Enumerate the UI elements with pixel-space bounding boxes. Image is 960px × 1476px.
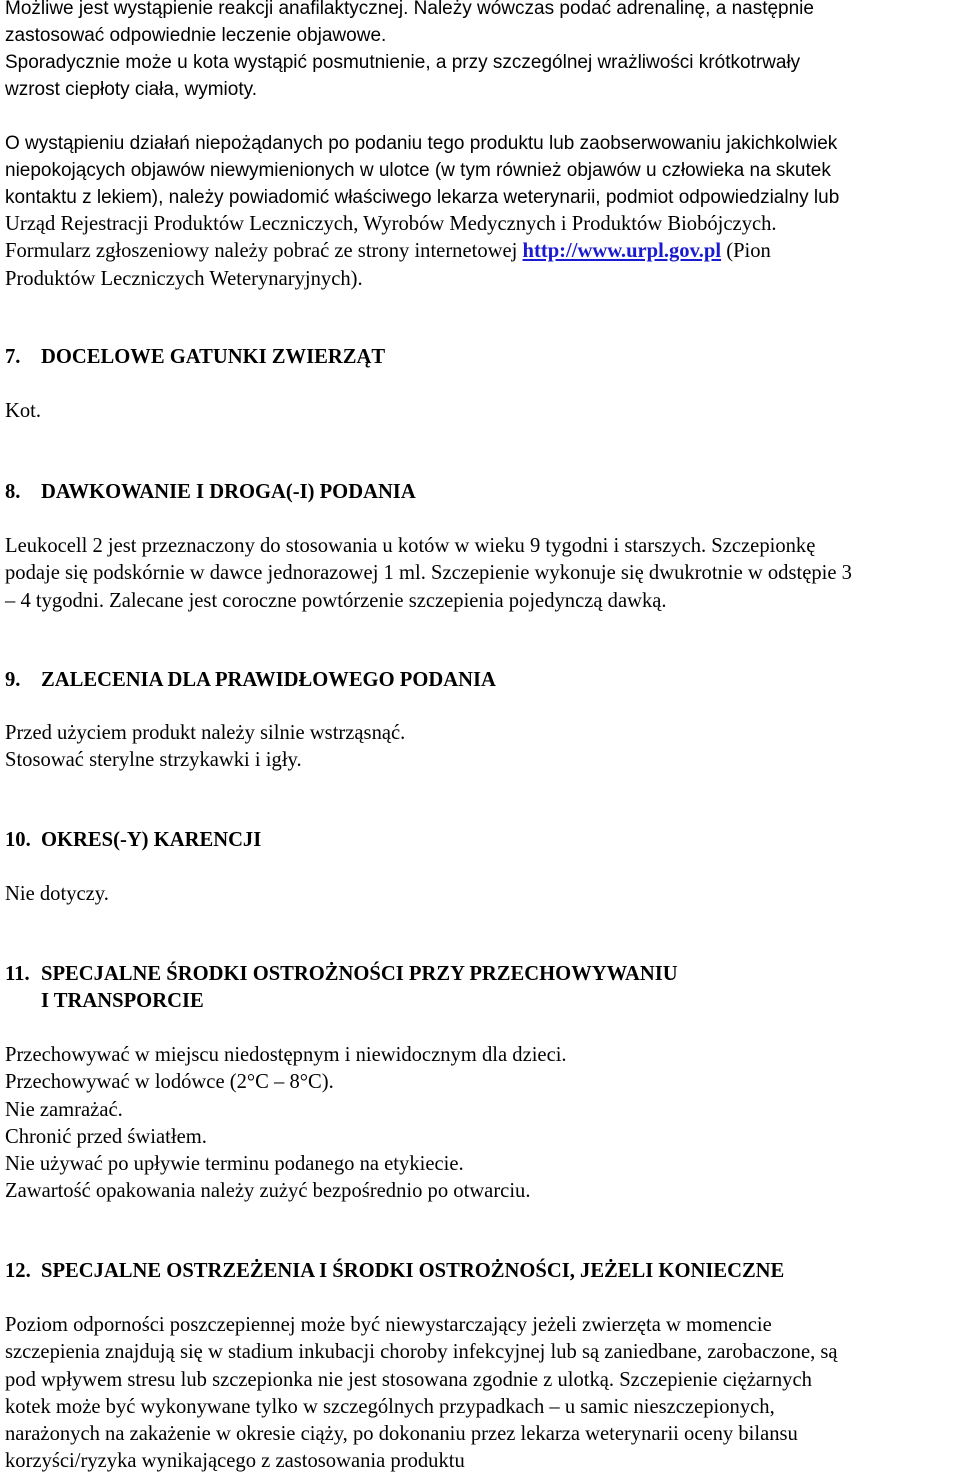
text-line: Poziom odporności poszczepiennej może być niewystarczający jeżeli zwierzęta w momencie (5, 1314, 772, 1336)
text-line: niepokojących objawów niewymienionych w ulotce (w tym również objawów u człowieka na skutek (5, 160, 831, 181)
text-line: pod wpływem stresu lub szczepionka nie jest stosowana zgodnie z ulotką. Szczepienie ciężarnych (5, 1368, 812, 1391)
section-title: SPECJALNE OSTRZEŻENIA I ŚRODKI OSTROŻNOŚCI, JEŻELI KONIECZNE (41, 1260, 785, 1282)
adverse-reporting-paragraph (5, 130, 839, 293)
section-heading (5, 479, 416, 506)
section-10-body (5, 881, 109, 908)
section-9-body (5, 720, 405, 775)
text-line: narażonych na zakażenie w okresie ciąży, po dokonaniu przez lekarza weterynarii oceny bilansu (5, 1423, 798, 1446)
section-11 (5, 961, 678, 1016)
urpl-website-link[interactable]: http://www.urpl.gov.pl (522, 240, 722, 263)
text-line: – 4 tygodni. Zalecane jest coroczne powtórzenie szczepienia pojedynczą dawką. (5, 589, 667, 612)
section-title: ZALECENIA DLA PRAWIDŁOWEGO PODANIA (41, 669, 496, 691)
form-text: Formularz zgłoszeniowy należy pobrać ze strony internetowej (5, 240, 523, 263)
text-line: Przed użyciem produkt należy silnie wstrząsnąć. (5, 722, 406, 744)
section-title: OKRES(-Y) KARENCJI (41, 829, 262, 851)
section-title: SPECJALNE ŚRODKI OSTROŻNOŚCI PRZY PRZECHOWYWANIU (41, 963, 678, 985)
section-7-body (5, 398, 41, 425)
text-line: Chronić przed światłem. (5, 1125, 207, 1148)
text-line: Zawartość opakowania należy zużyć bezpośrednio po otwarciu. (5, 1180, 531, 1203)
text-line: Nie dotyczy. (5, 883, 109, 905)
section-title: DOCELOWE GATUNKI ZWIERZĄT (41, 346, 386, 368)
section-9 (5, 667, 496, 694)
section-12-body (5, 1312, 838, 1476)
text-line: kotek może być wykonywane tylko w szczególnych przypadkach – u samic nieszczepionych, (5, 1395, 775, 1418)
section-heading (5, 667, 496, 694)
section-12 (5, 1258, 784, 1285)
section-number: 11. (5, 963, 30, 985)
section-heading (5, 961, 678, 988)
text-line: zastosować odpowiednie leczenie objawowe. (5, 25, 387, 46)
text-line: wzrost ciepłoty ciała, wymioty. (5, 79, 257, 100)
text-line: Leukocell 2 jest przeznaczony do stosowania u kotów w wieku 9 tygodni i starszych. Szczepionkę (5, 535, 816, 557)
form-text-after-link: (Pion (721, 240, 771, 263)
text-line: Produktów Leczniczych Weterynaryjnych). (5, 267, 363, 290)
text-line: Przechowywać w lodówce (2°C – 8°C). (5, 1071, 334, 1094)
section-11-body (5, 1042, 567, 1206)
section-10 (5, 827, 261, 854)
text-line: Stosować sterylne strzykawki i igły. (5, 749, 302, 772)
text-line: Sporadycznie może u kota wystąpić posmutnienie, a przy szczególnej wrażliwości krótkotrwały (5, 52, 801, 73)
text-line: Nie używać po upływie terminu podanego na etykiecie. (5, 1153, 464, 1176)
text-line: Kot. (5, 400, 42, 422)
section-number: 8. (5, 481, 21, 503)
section-8 (5, 479, 416, 506)
text-line: Możliwe jest wystąpienie reakcji anafilaktycznej. Należy wówczas podać adrenalinę, a następnie (5, 0, 814, 19)
section-number: 9. (5, 669, 21, 691)
section-7 (5, 344, 385, 371)
adverse-reactions-paragraph (5, 0, 814, 103)
section-number: 7. (5, 346, 21, 368)
text-line: Nie zamrażać. (5, 1098, 123, 1121)
text-line: Przechowywać w miejscu niedostępnym i niewidocznym dla dzieci. (5, 1044, 567, 1066)
section-heading (5, 344, 385, 371)
text-line: Urząd Rejestracji Produktów Leczniczych, Wyrobów Medycznych i Produktów Biobójczych. (5, 213, 777, 235)
section-title: DAWKOWANIE I DROGA(-I) PODANIA (41, 481, 416, 503)
section-8-body (5, 533, 852, 615)
text-line: korzyści/ryzyka wynikającego z zastosowania produktu (5, 1450, 465, 1473)
text-line: szczepienia znajdują się w stadium inkubacji choroby infekcyjnej lub są zaniedbane, zarobaczone, są (5, 1341, 838, 1364)
section-heading (5, 1258, 784, 1285)
section-number: 10. (5, 829, 31, 851)
text-line: O wystąpieniu działań niepożądanych po podaniu tego produktu lub zaobserwowaniu jakichkolwiek (5, 133, 838, 154)
form-download-line (5, 238, 839, 265)
section-title-continued: I TRANSPORCIE (41, 990, 204, 1013)
section-heading (5, 827, 261, 854)
text-line: podaje się podskórnie w dawce jednorazowej 1 ml. Szczepienie wykonuje się dwukrotnie w odstępie 3 (5, 562, 852, 585)
text-line: kontaktu z lekiem), należy powiadomić właściwego lekarza weterynarii, podmiot odpowiedzialny lub (5, 187, 840, 208)
section-number: 12. (5, 1260, 31, 1282)
